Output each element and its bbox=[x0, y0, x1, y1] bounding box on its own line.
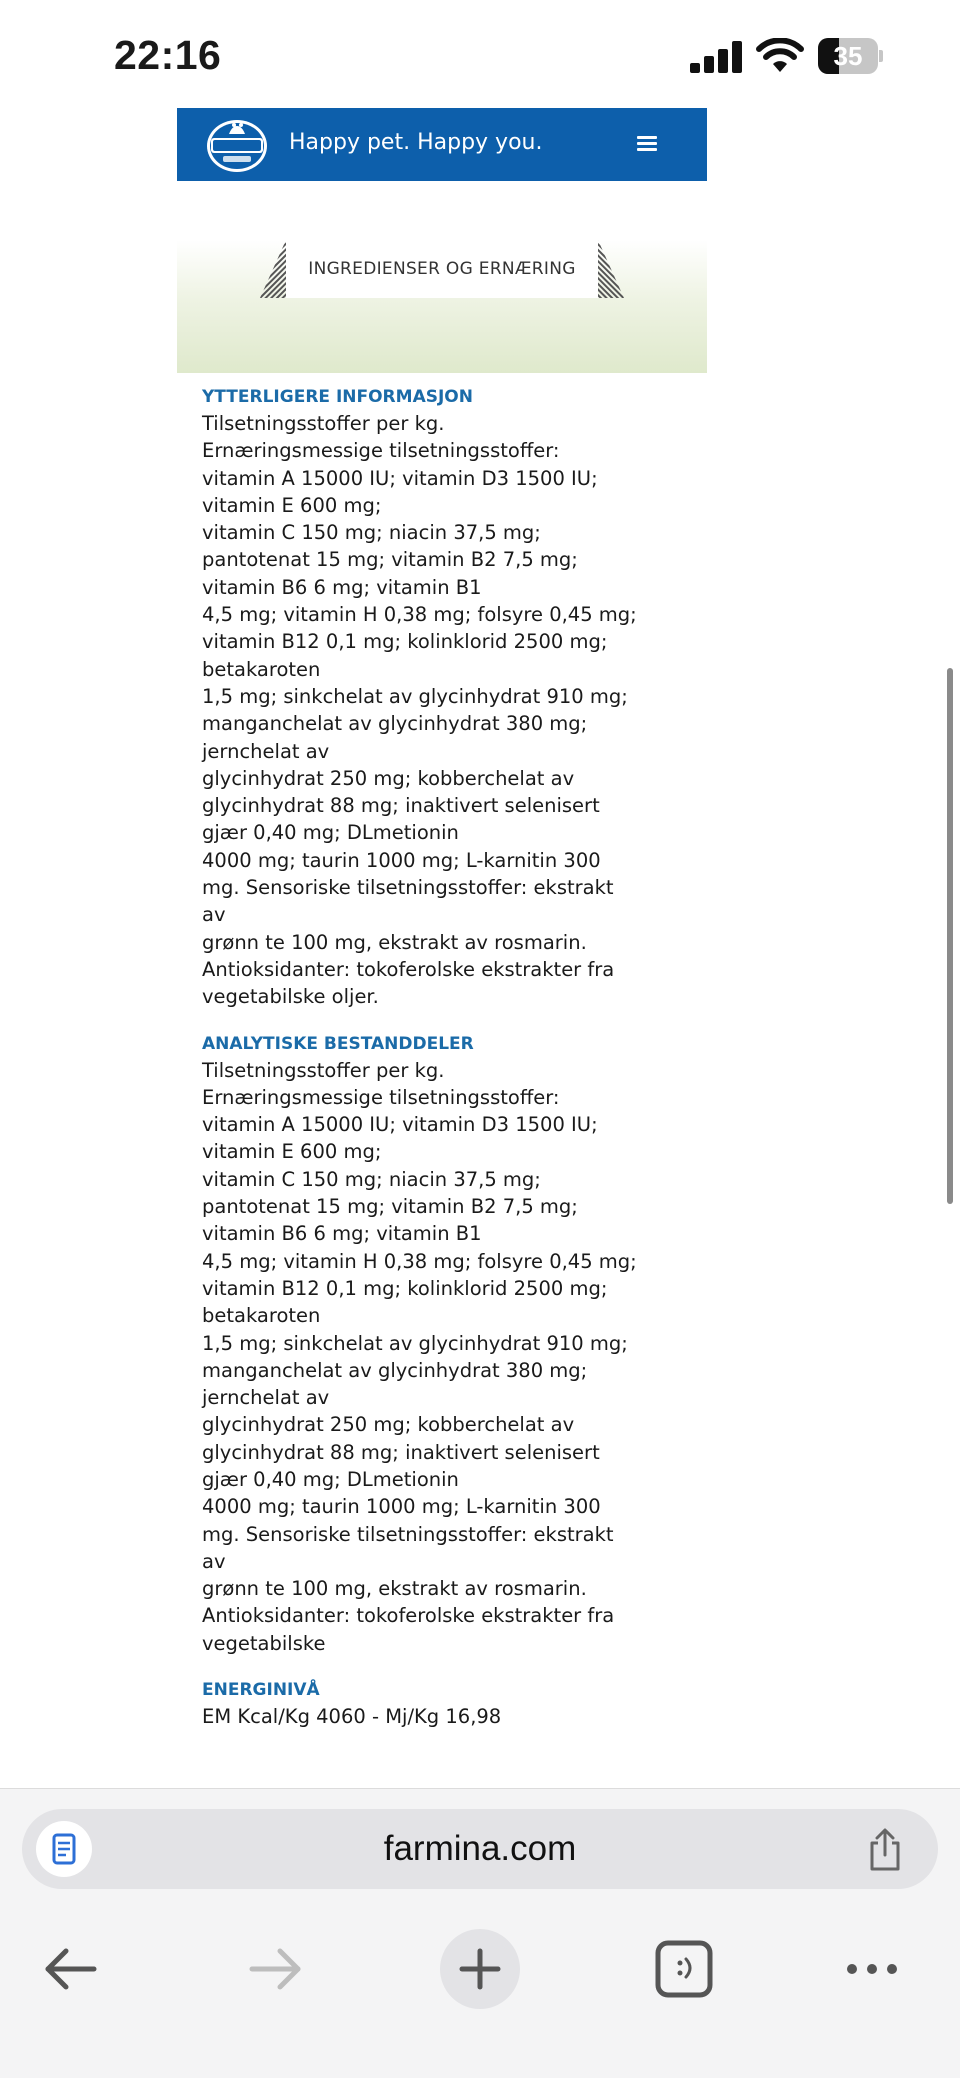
section-text-line: vitamin A 15000 IU; vitamin D3 1500 IU; bbox=[202, 1113, 598, 1137]
section-text-line: Tilsetningsstoffer per kg. bbox=[202, 412, 445, 435]
section-text-line: vitamin E 600 mg; bbox=[202, 493, 382, 517]
section-text-line: glycinhydrat 250 mg; kobberchelat av bbox=[202, 766, 575, 790]
status-time: 22:16 bbox=[114, 32, 222, 78]
section-text-line: jernchelat av bbox=[202, 1386, 330, 1410]
section-text-line: vitamin C 150 mg; niacin 37,5 mg; bbox=[202, 521, 541, 545]
section-text-line: pantotenat 15 mg; vitamin B2 7,5 mg; bbox=[202, 548, 578, 572]
section-text-line: 4,5 mg; vitamin H 0,38 mg; folsyre 0,45 mg; bbox=[202, 603, 637, 627]
battery-level: 35 bbox=[833, 41, 863, 71]
section-text-line: manganchelat av glycinhydrat 380 mg; bbox=[202, 712, 588, 736]
section-text-line: mg. Sensoriske tilsetningsstoffer: ekstrakt bbox=[202, 876, 614, 900]
scrollbar[interactable] bbox=[947, 668, 953, 1204]
section-text-line: gjær 0,40 mg; DLmetionin bbox=[202, 821, 459, 845]
address-bar[interactable] bbox=[22, 1809, 938, 1889]
site-header bbox=[177, 108, 707, 181]
section-text-line: Antioksidanter: tokoferolske ekstrakter fra bbox=[202, 957, 615, 981]
section-text-line: vitamin B12 0,1 mg; kolinklorid 2500 mg; bbox=[202, 630, 608, 654]
share-icon[interactable] bbox=[864, 1827, 906, 1873]
section-text-line: 4,5 mg; vitamin H 0,38 mg; folsyre 0,45 mg; bbox=[202, 1249, 637, 1273]
banner-ribbon bbox=[260, 240, 624, 298]
info-section bbox=[202, 1677, 662, 1730]
section-text-line: glycinhydrat 88 mg; inaktivert selenisert bbox=[202, 1440, 600, 1464]
more-icon[interactable] bbox=[832, 1929, 912, 2009]
signal-icon bbox=[690, 41, 742, 73]
section-text-line: Ernæringsmessige tilsetningsstoffer: bbox=[202, 1085, 560, 1109]
section-text-line: vitamin B6 6 mg; vitamin B1 bbox=[202, 1222, 482, 1246]
forward-arrow-icon[interactable] bbox=[236, 1929, 316, 2009]
browser-bottom-bar bbox=[0, 1788, 960, 2078]
hamburger-icon[interactable] bbox=[637, 136, 657, 152]
tabs-icon[interactable] bbox=[644, 1929, 724, 2009]
info-section bbox=[202, 1031, 662, 1658]
section-text-line: betakaroten bbox=[202, 657, 321, 681]
url-text[interactable]: farmina.com bbox=[383, 1829, 577, 1868]
banner-label[interactable]: INGREDIENSER OG ERNÆRING bbox=[286, 240, 598, 298]
section-text-line: gjær 0,40 mg; DLmetionin bbox=[202, 1467, 459, 1491]
header-tagline: Happy pet. Happy you. bbox=[289, 130, 543, 155]
section-text-line: 4000 mg; taurin 1000 mg; L-karnitin 300 bbox=[202, 848, 601, 872]
section-heading: YTTERLIGERE INFORMASJON bbox=[202, 387, 473, 407]
section-text-line: av bbox=[202, 903, 226, 927]
section-text-line: jernchelat av bbox=[202, 739, 330, 763]
section-text-line: Antioksidanter: tokoferolske ekstrakter fra bbox=[202, 1604, 615, 1628]
farmina-logo[interactable] bbox=[205, 114, 269, 174]
section-text-line: glycinhydrat 88 mg; inaktivert selenisert bbox=[202, 794, 600, 818]
section-text-line: 1,5 mg; sinkchelat av glycinhydrat 910 mg; bbox=[202, 1331, 628, 1355]
section-text-line: vitamin B12 0,1 mg; kolinklorid 2500 mg; bbox=[202, 1276, 608, 1300]
section-text-line: grønn te 100 mg, ekstrakt av rosmarin. bbox=[202, 1577, 587, 1601]
section-text-line: betakaroten bbox=[202, 1304, 321, 1328]
wifi-icon bbox=[756, 38, 804, 74]
page-menu-button[interactable] bbox=[36, 1821, 92, 1877]
section-text-line: vegetabilske oljer. bbox=[202, 985, 379, 1009]
section-text-line: Ernæringsmessige tilsetningsstoffer: bbox=[202, 439, 560, 463]
section-text-line: mg. Sensoriske tilsetningsstoffer: ekstrakt bbox=[202, 1522, 614, 1546]
ingredients-content bbox=[202, 384, 662, 1750]
ribbon-left-decoration bbox=[260, 240, 286, 298]
section-text-line: vitamin A 15000 IU; vitamin D3 1500 IU; bbox=[202, 466, 598, 490]
new-tab-plus-icon[interactable] bbox=[440, 1929, 520, 2009]
section-text-line: pantotenat 15 mg; vitamin B2 7,5 mg; bbox=[202, 1195, 578, 1219]
section-text-line: 1,5 mg; sinkchelat av glycinhydrat 910 mg; bbox=[202, 684, 628, 708]
section-text-line: vitamin E 600 mg; bbox=[202, 1140, 382, 1164]
page-menu-icon bbox=[36, 1821, 92, 1877]
info-section bbox=[202, 384, 662, 1011]
section-text-line: Tilsetningsstoffer per kg. bbox=[202, 1058, 445, 1082]
section-text-line: glycinhydrat 250 mg; kobberchelat av bbox=[202, 1413, 575, 1437]
section-text-line: av bbox=[202, 1549, 226, 1573]
section-banner bbox=[177, 240, 707, 373]
back-arrow-icon[interactable] bbox=[30, 1929, 110, 2009]
section-text-line: manganchelat av glycinhydrat 380 mg; bbox=[202, 1358, 588, 1382]
section-text-line: vitamin C 150 mg; niacin 37,5 mg; bbox=[202, 1167, 541, 1191]
section-text-line: grønn te 100 mg, ekstrakt av rosmarin. bbox=[202, 930, 587, 954]
section-text-line: vegetabilske bbox=[202, 1631, 326, 1655]
status-bar bbox=[0, 0, 960, 108]
section-heading: ANALYTISKE BESTANDDELER bbox=[202, 1033, 474, 1054]
section-heading: ENERGINIVÅ bbox=[202, 1680, 320, 1701]
browser-toolbar bbox=[0, 1929, 960, 2009]
section-text-line: vitamin B6 6 mg; vitamin B1 bbox=[202, 575, 482, 599]
battery-icon bbox=[818, 38, 884, 74]
section-text-line: 4000 mg; taurin 1000 mg; L-karnitin 300 bbox=[202, 1495, 601, 1519]
ribbon-right-decoration bbox=[598, 240, 624, 298]
section-text-line: EM Kcal/Kg 4060 - Mj/Kg 16,98 bbox=[202, 1705, 502, 1729]
